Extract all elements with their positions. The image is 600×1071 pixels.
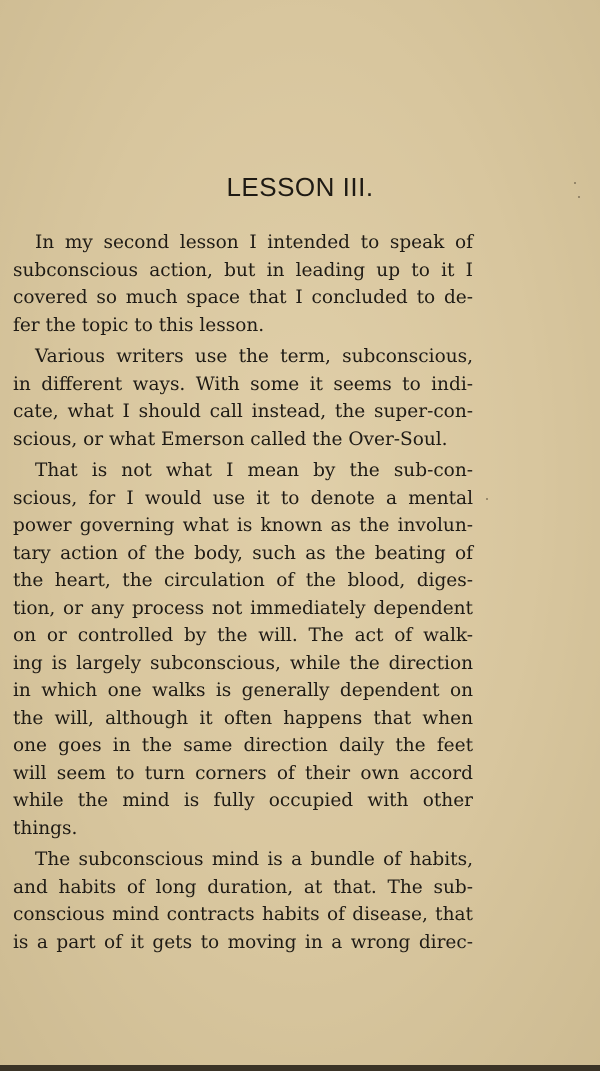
text-line: the will, although it often happens that when bbox=[13, 707, 473, 729]
text-line: tary action of the body, such as the beating of bbox=[13, 542, 473, 564]
text-line: scious, or what Emerson called the Over-Soul. bbox=[13, 428, 448, 450]
text-line: ing is largely subconscious, while the direction bbox=[13, 652, 473, 674]
text-line: That is not what I mean by the sub-con- bbox=[35, 460, 473, 481]
text-line: The subconscious mind is a bundle of habits, bbox=[35, 849, 473, 870]
text-line: will seem to turn corners of their own accord bbox=[13, 762, 473, 784]
text-line: In my second lesson I intended to speak of bbox=[35, 232, 473, 253]
text-line: conscious mind contracts habits of disease, that bbox=[13, 904, 473, 925]
paper-speck bbox=[574, 182, 576, 184]
text-line: cate, what I should call instead, the super-con- bbox=[13, 401, 473, 422]
lesson-body bbox=[13, 229, 473, 960]
text-line: scious, for I would use it to denote a mental bbox=[13, 487, 473, 509]
text-line: in which one walks is generally dependent on bbox=[13, 680, 473, 701]
text-line: subconscious action, but in leading up to it I bbox=[13, 259, 473, 281]
text-line: Various writers use the term, subconscious, bbox=[35, 346, 473, 367]
text-line: on or controlled by the will. The act of walk- bbox=[13, 625, 473, 646]
text-line: power governing what is known as the involun- bbox=[13, 515, 473, 536]
text-line: and habits of long duration, at that. The sub- bbox=[13, 876, 473, 898]
text-line: fer the topic to this lesson. bbox=[13, 314, 265, 336]
text-line: one goes in the same direction daily the feet bbox=[13, 735, 473, 756]
lesson-heading: LESSON III. bbox=[226, 172, 374, 202]
paper-speck bbox=[578, 196, 580, 198]
text-line: while the mind is fully occupied with other bbox=[13, 790, 473, 811]
text-line: is a part of it gets to moving in a wrong direc- bbox=[13, 931, 473, 953]
paragraph bbox=[13, 457, 473, 842]
paragraph bbox=[13, 343, 473, 453]
page-bottom-edge bbox=[0, 1065, 600, 1071]
text-line: tion, or any process not immediately dependent bbox=[13, 597, 473, 619]
text-line: the heart, the circulation of the blood, diges- bbox=[13, 570, 473, 591]
text-line: in different ways. With some it seems to indi- bbox=[13, 373, 473, 395]
paragraph bbox=[13, 846, 473, 956]
paper-speck bbox=[486, 498, 488, 500]
paragraph bbox=[13, 229, 473, 339]
text-line: things. bbox=[13, 817, 78, 839]
text-line: covered so much space that I concluded to de- bbox=[13, 287, 473, 308]
